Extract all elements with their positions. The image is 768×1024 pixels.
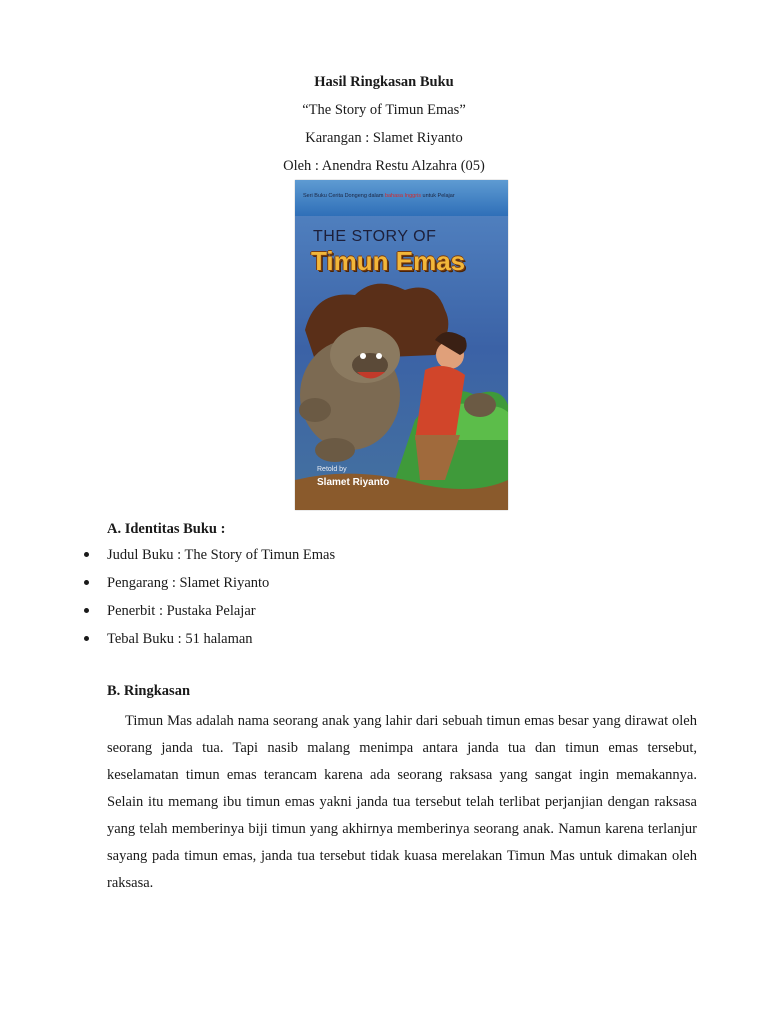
cover-author-name: Slamet Riyanto <box>317 477 390 488</box>
identity-list <box>0 545 768 657</box>
section-a-heading: A. Identitas Buku : <box>107 521 226 537</box>
book-title-line: “The Story of Timun Emas” <box>302 102 466 118</box>
book-cover-image <box>295 180 508 510</box>
list-item <box>0 629 768 657</box>
bullet-dot <box>84 608 89 613</box>
bullet-dot <box>84 552 89 557</box>
cover-title-top: THE STORY OF <box>313 228 437 245</box>
list-item-text: Penerbit : Pustaka Pelajar <box>107 603 256 619</box>
cover-series-text: Seri Buku Cerita Dongeng dalam bahasa Inggris untuk Pelajar <box>303 193 455 199</box>
author-line: Karangan : Slamet Riyanto <box>305 130 463 146</box>
cover-title-main: Timun Emas <box>311 246 466 276</box>
summary-paragraph: Timun Mas adalah nama seorang anak yang lahir dari sebuah timun emas besar yang dirawat oleh seorang janda tua. Tapi nasib malang menimpa antara janda tua dan timun emas tersebut, keselamatan timun emas terancam karena ada seorang raksasa yang sangat ingin memakannya. Selain itu memang ibu timun emas yakni janda tua tersebut telah terlibat perjanjian dengan raksasa yang telah memberinya biji timun yang akhirnya memberinya seorang anak. Namun karena terlanjur sayang pada timun emas, janda tua tersebut tidak kuasa merelakan Timun Mas untuk dimakan oleh raksasa. <box>107 713 697 891</box>
list-item <box>0 601 768 629</box>
document-title: Hasil Ringkasan Buku <box>314 74 454 90</box>
list-item-text: Tebal Buku : 51 halaman <box>107 631 253 647</box>
section-b-heading: B. Ringkasan <box>107 683 191 699</box>
list-item-text: Pengarang : Slamet Riyanto <box>107 575 270 591</box>
list-item-text: Judul Buku : The Story of Timun Emas <box>107 547 336 563</box>
bullet-dot <box>84 580 89 585</box>
list-item <box>0 573 768 601</box>
bullet-dot <box>84 636 89 641</box>
student-line: Oleh : Anendra Restu Alzahra (05) <box>283 158 485 174</box>
cover-retold-label: Retold by <box>317 466 347 473</box>
list-item <box>0 545 768 573</box>
document-header <box>0 72 768 184</box>
